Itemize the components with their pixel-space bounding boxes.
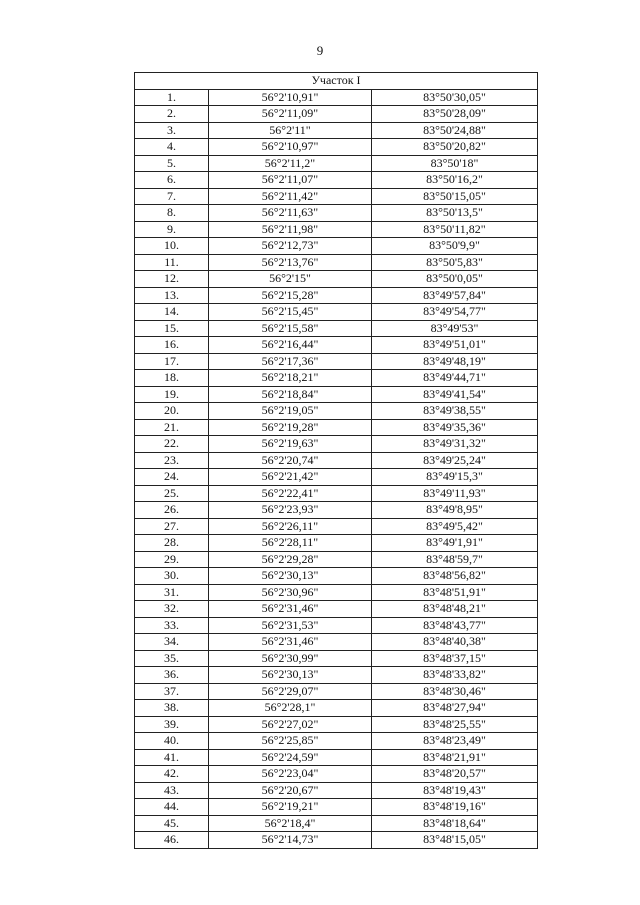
table-row [135, 436, 538, 453]
point-number-cell: 25. [135, 485, 209, 502]
longitude-cell: 83°48'59,7" [372, 551, 538, 568]
longitude-cell: 83°49'44,71" [372, 370, 538, 387]
latitude-cell: 56°2'29,28" [209, 551, 372, 568]
latitude-cell: 56°2'17,36" [209, 353, 372, 370]
longitude-cell: 83°49'25,24" [372, 452, 538, 469]
point-number-cell: 44. [135, 799, 209, 816]
table-row [135, 815, 538, 832]
longitude-cell: 83°48'15,05" [372, 832, 538, 849]
longitude-cell: 83°48'56,82" [372, 568, 538, 585]
latitude-cell: 56°2'11,63" [209, 205, 372, 222]
longitude-cell: 83°50'16,2" [372, 172, 538, 189]
point-number-cell: 34. [135, 634, 209, 651]
table-row [135, 419, 538, 436]
longitude-cell: 83°48'30,46" [372, 683, 538, 700]
point-number-cell: 35. [135, 650, 209, 667]
longitude-cell: 83°49'15,3" [372, 469, 538, 486]
table-row [135, 749, 538, 766]
longitude-cell: 83°49'54,77" [372, 304, 538, 321]
point-number-cell: 37. [135, 683, 209, 700]
point-number-cell: 8. [135, 205, 209, 222]
table-row [135, 122, 538, 139]
point-number-cell: 46. [135, 832, 209, 849]
longitude-cell: 83°48'37,15" [372, 650, 538, 667]
point-number-cell: 13. [135, 287, 209, 304]
longitude-cell: 83°48'19,43" [372, 782, 538, 799]
latitude-cell: 56°2'11,09" [209, 106, 372, 123]
longitude-cell: 83°49'31,32" [372, 436, 538, 453]
table-row [135, 370, 538, 387]
point-number-cell: 6. [135, 172, 209, 189]
point-number-cell: 16. [135, 337, 209, 354]
longitude-cell: 83°48'19,16" [372, 799, 538, 816]
longitude-cell: 83°49'5,42" [372, 518, 538, 535]
table-row [135, 485, 538, 502]
point-number-cell: 30. [135, 568, 209, 585]
table-row [135, 304, 538, 321]
point-number-cell: 26. [135, 502, 209, 519]
point-number-cell: 4. [135, 139, 209, 156]
latitude-cell: 56°2'23,04" [209, 766, 372, 783]
longitude-cell: 83°48'20,57" [372, 766, 538, 783]
longitude-cell: 83°48'48,21" [372, 601, 538, 618]
point-number-cell: 19. [135, 386, 209, 403]
point-number-cell: 41. [135, 749, 209, 766]
table-row [135, 502, 538, 519]
table-row [135, 535, 538, 552]
latitude-cell: 56°2'31,53" [209, 617, 372, 634]
latitude-cell: 56°2'15,45" [209, 304, 372, 321]
point-number-cell: 9. [135, 221, 209, 238]
coordinates-table [134, 72, 538, 849]
table-row [135, 799, 538, 816]
latitude-cell: 56°2'30,13" [209, 667, 372, 684]
point-number-cell: 17. [135, 353, 209, 370]
point-number-cell: 45. [135, 815, 209, 832]
latitude-cell: 56°2'20,74" [209, 452, 372, 469]
latitude-cell: 56°2'16,44" [209, 337, 372, 354]
table-row [135, 584, 538, 601]
latitude-cell: 56°2'28,1" [209, 700, 372, 717]
longitude-cell: 83°49'48,19" [372, 353, 538, 370]
latitude-cell: 56°2'19,21" [209, 799, 372, 816]
latitude-cell: 56°2'18,21" [209, 370, 372, 387]
point-number-cell: 23. [135, 452, 209, 469]
latitude-cell: 56°2'18,84" [209, 386, 372, 403]
point-number-cell: 28. [135, 535, 209, 552]
latitude-cell: 56°2'25,85" [209, 733, 372, 750]
table-row [135, 716, 538, 733]
latitude-cell: 56°2'18,4" [209, 815, 372, 832]
table-row [135, 683, 538, 700]
point-number-cell: 18. [135, 370, 209, 387]
latitude-cell: 56°2'19,28" [209, 419, 372, 436]
longitude-cell: 83°49'38,55" [372, 403, 538, 420]
longitude-cell: 83°50'11,82" [372, 221, 538, 238]
point-number-cell: 42. [135, 766, 209, 783]
latitude-cell: 56°2'22,41" [209, 485, 372, 502]
table-row [135, 568, 538, 585]
table-row [135, 386, 538, 403]
longitude-cell: 83°48'43,77" [372, 617, 538, 634]
point-number-cell: 1. [135, 89, 209, 106]
table-row [135, 469, 538, 486]
latitude-cell: 56°2'31,46" [209, 601, 372, 618]
table-row [135, 452, 538, 469]
longitude-cell: 83°48'51,91" [372, 584, 538, 601]
page-number: 9 [316, 43, 324, 58]
point-number-cell: 5. [135, 155, 209, 172]
latitude-cell: 56°2'11" [209, 122, 372, 139]
point-number-cell: 21. [135, 419, 209, 436]
longitude-cell: 83°49'41,54" [372, 386, 538, 403]
latitude-cell: 56°2'19,63" [209, 436, 372, 453]
longitude-cell: 83°49'51,01" [372, 337, 538, 354]
latitude-cell: 56°2'11,07" [209, 172, 372, 189]
latitude-cell: 56°2'30,13" [209, 568, 372, 585]
longitude-cell: 83°48'18,64" [372, 815, 538, 832]
longitude-cell: 83°50'0,05" [372, 271, 538, 288]
table-row [135, 320, 538, 337]
longitude-cell: 83°49'35,36" [372, 419, 538, 436]
point-number-cell: 31. [135, 584, 209, 601]
latitude-cell: 56°2'23,93" [209, 502, 372, 519]
table-row [135, 700, 538, 717]
table-row [135, 205, 538, 222]
latitude-cell: 56°2'24,59" [209, 749, 372, 766]
point-number-cell: 15. [135, 320, 209, 337]
table-row [135, 551, 538, 568]
table-row [135, 766, 538, 783]
table-row [135, 667, 538, 684]
table-header-row [135, 73, 538, 90]
longitude-cell: 83°49'1,91" [372, 535, 538, 552]
longitude-cell: 83°49'53" [372, 320, 538, 337]
point-number-cell: 2. [135, 106, 209, 123]
longitude-cell: 83°50'5,83" [372, 254, 538, 271]
latitude-cell: 56°2'31,46" [209, 634, 372, 651]
point-number-cell: 33. [135, 617, 209, 634]
longitude-cell: 83°48'23,49" [372, 733, 538, 750]
point-number-cell: 38. [135, 700, 209, 717]
longitude-cell: 83°50'28,09" [372, 106, 538, 123]
point-number-cell: 29. [135, 551, 209, 568]
latitude-cell: 56°2'14,73" [209, 832, 372, 849]
latitude-cell: 56°2'10,97" [209, 139, 372, 156]
longitude-cell: 83°49'11,93" [372, 485, 538, 502]
table-row [135, 634, 538, 651]
table-row [135, 650, 538, 667]
point-number-cell: 3. [135, 122, 209, 139]
table-row [135, 139, 538, 156]
table-row [135, 221, 538, 238]
latitude-cell: 56°2'27,02" [209, 716, 372, 733]
section-title: Участок I [135, 73, 538, 90]
longitude-cell: 83°48'33,82" [372, 667, 538, 684]
point-number-cell: 7. [135, 188, 209, 205]
latitude-cell: 56°2'20,67" [209, 782, 372, 799]
table-row [135, 518, 538, 535]
table-row [135, 337, 538, 354]
point-number-cell: 27. [135, 518, 209, 535]
latitude-cell: 56°2'11,42" [209, 188, 372, 205]
table-row [135, 188, 538, 205]
latitude-cell: 56°2'13,76" [209, 254, 372, 271]
latitude-cell: 56°2'15,28" [209, 287, 372, 304]
latitude-cell: 56°2'11,2" [209, 155, 372, 172]
longitude-cell: 83°49'8,95" [372, 502, 538, 519]
latitude-cell: 56°2'15" [209, 271, 372, 288]
point-number-cell: 10. [135, 238, 209, 255]
latitude-cell: 56°2'15,58" [209, 320, 372, 337]
latitude-cell: 56°2'19,05" [209, 403, 372, 420]
longitude-cell: 83°50'18" [372, 155, 538, 172]
point-number-cell: 20. [135, 403, 209, 420]
point-number-cell: 24. [135, 469, 209, 486]
latitude-cell: 56°2'10,91" [209, 89, 372, 106]
point-number-cell: 39. [135, 716, 209, 733]
longitude-cell: 83°48'21,91" [372, 749, 538, 766]
longitude-cell: 83°50'13,5" [372, 205, 538, 222]
latitude-cell: 56°2'12,73" [209, 238, 372, 255]
table-row [135, 733, 538, 750]
table-row [135, 106, 538, 123]
table-row [135, 254, 538, 271]
point-number-cell: 14. [135, 304, 209, 321]
table-row [135, 238, 538, 255]
point-number-cell: 36. [135, 667, 209, 684]
latitude-cell: 56°2'29,07" [209, 683, 372, 700]
table-row [135, 271, 538, 288]
table-row [135, 172, 538, 189]
table-row [135, 601, 538, 618]
longitude-cell: 83°50'20,82" [372, 139, 538, 156]
table-row [135, 617, 538, 634]
point-number-cell: 43. [135, 782, 209, 799]
latitude-cell: 56°2'11,98" [209, 221, 372, 238]
table-row [135, 403, 538, 420]
longitude-cell: 83°50'24,88" [372, 122, 538, 139]
point-number-cell: 40. [135, 733, 209, 750]
longitude-cell: 83°48'25,55" [372, 716, 538, 733]
point-number-cell: 11. [135, 254, 209, 271]
longitude-cell: 83°50'15,05" [372, 188, 538, 205]
longitude-cell: 83°49'57,84" [372, 287, 538, 304]
latitude-cell: 56°2'30,96" [209, 584, 372, 601]
point-number-cell: 12. [135, 271, 209, 288]
table-row [135, 782, 538, 799]
longitude-cell: 83°50'9,9" [372, 238, 538, 255]
table-row [135, 832, 538, 849]
latitude-cell: 56°2'26,11" [209, 518, 372, 535]
longitude-cell: 83°50'30,05" [372, 89, 538, 106]
table-body [135, 89, 538, 848]
table-row [135, 155, 538, 172]
table-row [135, 353, 538, 370]
latitude-cell: 56°2'30,99" [209, 650, 372, 667]
point-number-cell: 22. [135, 436, 209, 453]
latitude-cell: 56°2'28,11" [209, 535, 372, 552]
point-number-cell: 32. [135, 601, 209, 618]
latitude-cell: 56°2'21,42" [209, 469, 372, 486]
longitude-cell: 83°48'40,38" [372, 634, 538, 651]
table-row [135, 89, 538, 106]
longitude-cell: 83°48'27,94" [372, 700, 538, 717]
table-row [135, 287, 538, 304]
